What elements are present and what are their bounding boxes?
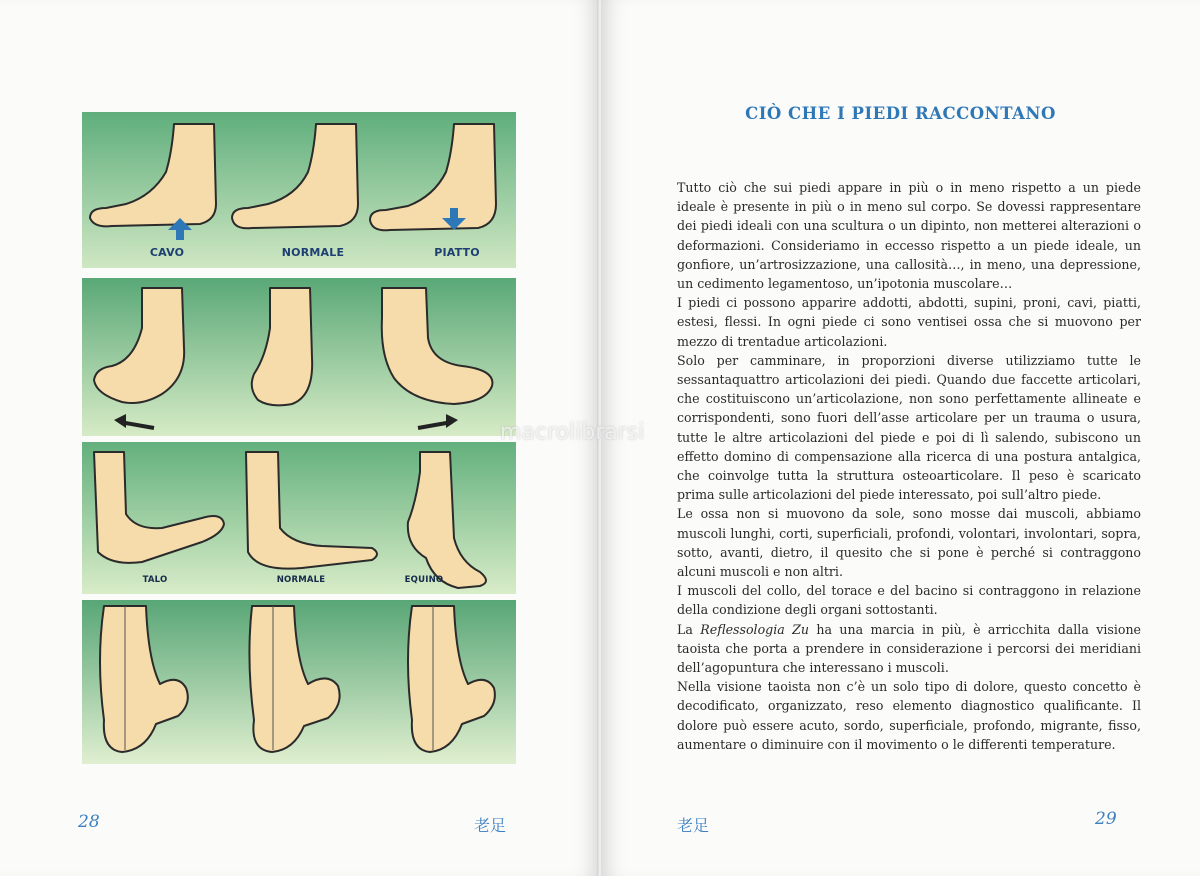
paragraph-2: I piedi ci possono apparire addotti, abdotti, supini, proni, cavi, piatti, estesi, flessi. In ogni piede ci sono ventisei ossa che si muovono per mezzo di trentadue articolazioni. <box>677 295 1141 349</box>
paragraph-7: Nella visione taoista non c’è un solo tipo di dolore, questo concetto è decodificato, organizzato, reso elemento diagnostico qualificante. Il dolore può essere acuto, sordo, superficiale, profondo, migrante, fisso, aumentare o diminuire con il movimento o le differenti temperature. <box>677 679 1141 752</box>
paragraph-4: Le ossa non si muovono da sole, sono mosse dai muscoli, abbiamo muscoli lunghi, corti, superficiali, profondi, volontari, involontari, sopra, sotto, avanti, dietro, il quesito che si pone è perché si contraggono alcuni muscoli e non altri. <box>677 506 1141 580</box>
chapter-title: CIÒ CHE I PIEDI RACCONTANO <box>745 104 1056 123</box>
reflex-term: Reflessologia Zu <box>700 621 810 637</box>
label-cavo: CAVO <box>149 246 185 259</box>
foot-rotation-illustration <box>82 278 516 436</box>
label-normale-2: NORMALE <box>276 575 326 585</box>
page-number-right: 29 <box>1095 809 1117 829</box>
foot-rear-view-illustration <box>82 600 516 764</box>
paragraph-5: I muscoli del collo, del torace e del bacino si contraggono in relazione della condizione degli organi sottostanti. <box>677 583 1141 618</box>
running-head-right: 老足 <box>677 816 710 835</box>
reflex-prefix: La <box>677 621 701 637</box>
label-normale: NORMALE <box>281 246 345 259</box>
foot-flexion-illustration <box>82 442 516 594</box>
label-equino: EQUINO <box>404 575 444 585</box>
rotation-feet-drawing <box>82 278 516 436</box>
running-head-left: 老足 <box>474 816 507 835</box>
watermark: macrolibrarsi <box>500 420 645 445</box>
foot-arch-illustration <box>82 112 516 268</box>
paragraph-3: Solo per camminare, in proporzioni diverse utilizziamo tutte le sessantaquattro articolazioni dei piedi. Quando due faccette articolari, che costituiscono un’articolazione, non sono perfettamente allineate e corrispondenti, sono fuori dell’asse articolare per un trauma o usura, tutte le altre articolazioni del piede e poi di lì salendo, subiscono un effetto domino di compensazione alla ricerca di una postura antalgica, che coinvolge tutta la struttura osteoarticolare. Il peso è scaricato prima sulle articolazioni del piede interessato, poi sull’altro piede. <box>677 352 1141 503</box>
arch-feet-drawing <box>82 112 516 268</box>
label-talo: TALO <box>142 575 168 585</box>
label-piatto: PIATTO <box>434 246 480 259</box>
body-text <box>677 178 1141 754</box>
right-page <box>601 0 1200 876</box>
flexion-feet-drawing <box>82 442 516 594</box>
paragraph-1: Tutto ciò che sui piedi appare in più o in meno rispetto a un piede ideale è presente in più o in meno sul corpo. Se dovessi rappresentare dei piedi ideali con una scultura o un dipinto, non metterei alterazioni o deformazioni. Consideriamo in eccesso rispetto a un piede ideale, un gonfiore, un’artrosizzazione, una callosità…, in meno, una depressione, un cedimento legamentoso, un’ipotonia muscolare… <box>677 180 1141 292</box>
paragraph-6 <box>677 620 1141 678</box>
rear-feet-drawing <box>82 600 516 764</box>
page-number-left: 28 <box>78 812 100 832</box>
reflex-rest: ha una marcia in più, è arricchita dalla visione taoista che porta a prendere in considerazione i percorsi dei meridiani dell’agopuntura che interessano i muscoli. <box>677 621 1142 676</box>
